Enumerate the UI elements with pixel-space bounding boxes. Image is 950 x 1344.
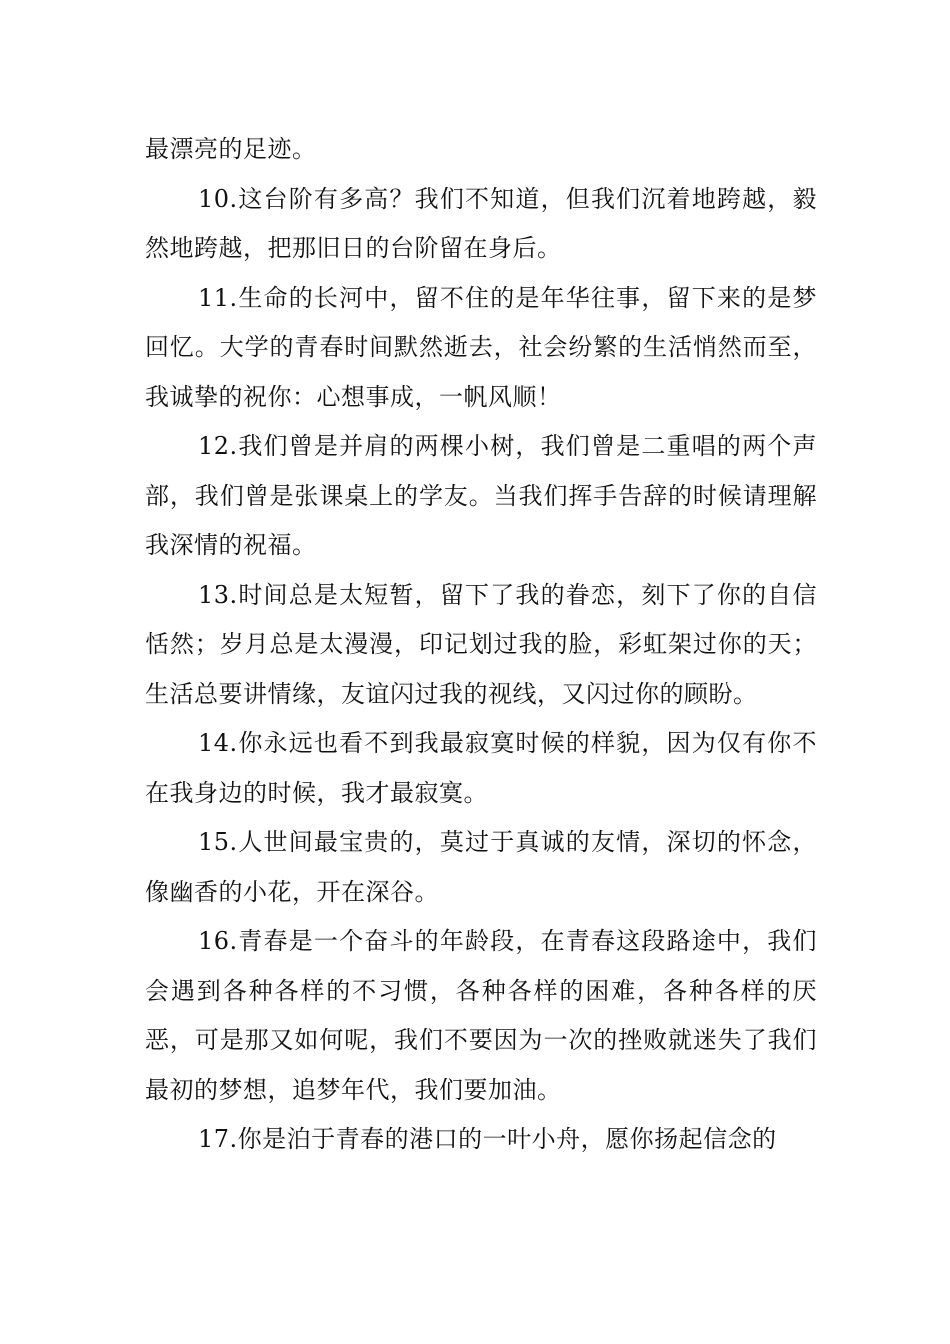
paragraph-15: 15.人世间最宝贵的，莫过于真诚的友情，深切的怀念，像幽香的小花，开在深谷。 (145, 828, 817, 906)
paragraph-continuation: 最漂亮的足迹。 (145, 135, 317, 163)
paragraph-17: 17.你是泊于青春的港口的一叶小舟，愿你扬起信念的 (198, 1125, 777, 1153)
paragraph-13: 13.时间总是太短暂，留下了我的眷恋，刻下了你的自信恬然；岁月总是太漫漫，印记划过我的脸，彩虹架过你的天；生活总要讲情缘，友谊闪过我的视线，又闪过你的顾盼。 (145, 580, 817, 708)
document-body (145, 125, 817, 1165)
paragraph-10: 10.这台阶有多高？我们不知道，但我们沉着地跨越，毅然地跨越，把那旧日的台阶留在身后。 (145, 184, 817, 262)
paragraph-14: 14.你永远也看不到我最寂寞时候的样貌，因为仅有你不在我身边的时候，我才最寂寞。 (145, 729, 817, 807)
paragraph-11: 11.生命的长河中，留不住的是年华往事，留下来的是梦回忆。大学的青春时间默然逝去，社会纷繁的生活悄然而至，我诚挚的祝你：心想事成，一帆风顺！ (145, 283, 817, 411)
paragraph-16: 16.青春是一个奋斗的年龄段，在青春这段路途中，我们会遇到各种各样的不习惯，各种各样的困难，各种各样的厌恶，可是那又如何呢，我们不要因为一次的挫败就迷失了我们最初的梦想，追梦年代，我们要加油。 (145, 927, 817, 1104)
paragraph-12: 12.我们曾是并肩的两棵小树，我们曾是二重唱的两个声部，我们曾是张课桌上的学友。当我们挥手告辞的时候请理解我深情的祝福。 (145, 432, 817, 559)
